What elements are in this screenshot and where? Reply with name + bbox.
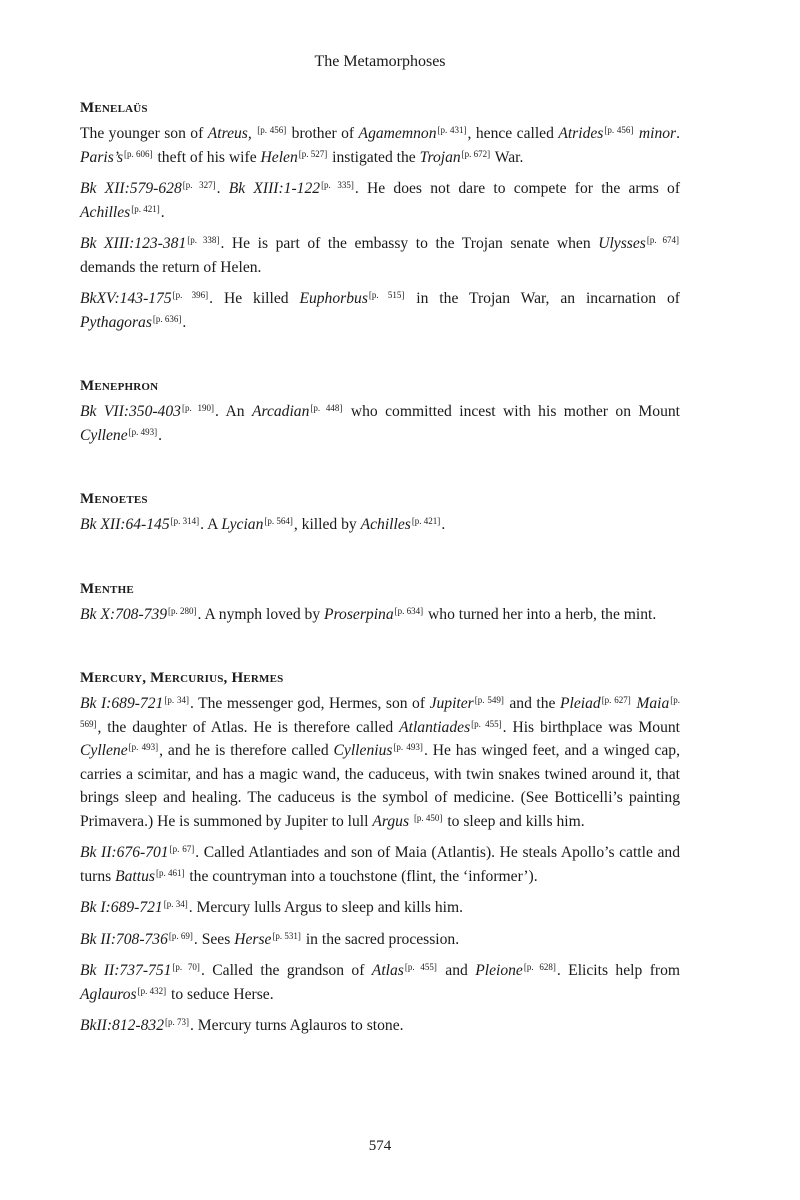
text-run: . (441, 516, 446, 533)
text-run: demands the return of Helen. (80, 258, 262, 276)
entry-heading: Menoetes (80, 491, 148, 507)
text-run: War. (491, 148, 524, 166)
entry-paragraph (80, 177, 680, 224)
text-run: . (160, 203, 165, 221)
text-run: the countryman into a touchstone (flint, the ‘informer’). (185, 867, 538, 885)
text-run: in the Trojan War, an incarnation of (405, 290, 680, 307)
page-reference-link[interactable]: [p. 627] (601, 695, 631, 705)
text-run (409, 813, 413, 830)
entry-paragraph (80, 232, 680, 279)
text-run: . (182, 313, 187, 331)
text-run: . Elicits help from (556, 962, 681, 979)
running-head: The Metamorphoses (314, 53, 446, 70)
italic-term: Achilles (80, 203, 131, 221)
page-reference-link[interactable]: [p. 338] (187, 235, 220, 245)
text-run: who committed incest with his mother on Mount (343, 403, 681, 420)
text-run: . His birthplace was Mount (502, 718, 680, 736)
page-reference-link[interactable]: [p. 456] (257, 125, 287, 135)
text-run: . (158, 426, 163, 444)
italic-term: Bk XIII:123-381 (80, 235, 187, 252)
page-reference-link[interactable]: [p. 70] (172, 962, 200, 972)
entry-paragraph (80, 692, 680, 833)
entry-paragraph (80, 287, 680, 334)
page-reference-link[interactable]: [p. 190] (181, 403, 214, 413)
italic-term: Aglauros (80, 985, 137, 1003)
text-run: who turned her into a herb, the mint. (424, 605, 657, 623)
entry-heading: Mercury, Mercurius, Hermes (80, 670, 284, 686)
entry-spacer (80, 455, 680, 489)
page-reference-link[interactable]: [p. 450] (413, 812, 443, 823)
entries-list (80, 98, 680, 1046)
entry-heading: Menelaüs (80, 100, 148, 116)
entry-paragraph (80, 122, 680, 169)
italic-term: Agamemnon (358, 125, 437, 142)
italic-term: Herse (234, 930, 272, 948)
italic-term: Atlas (371, 962, 404, 979)
text-run: to sleep and kills him. (443, 812, 585, 830)
italic-term: Lycian (221, 516, 264, 533)
text-run: . He has winged feet, and a winged cap, carries a scimitar, and has a magic wand, the caduceus, with twin snakes twined around it, that brings sleep and healing. The caduceus is the symbol of medicine. (See Botticelli’s painting Primavera.) He is summoned by Jupiter to lull (80, 742, 681, 830)
entry-spacer (80, 342, 680, 376)
text-run: . Mercury lulls Argus to sleep and kills him. (188, 899, 464, 916)
italic-term: Achilles (360, 516, 411, 533)
page-reference-link[interactable]: [p. 314] (170, 516, 200, 526)
page-reference-link[interactable]: [p. 461] (155, 867, 185, 878)
italic-term: Cyllene (80, 742, 128, 759)
italic-term: Bk XIII:1-122 (228, 180, 321, 197)
text-run (252, 125, 256, 142)
entry-menelaus (80, 98, 680, 334)
italic-term: BkII:812-832 (80, 1017, 164, 1034)
entry-paragraph (80, 400, 680, 447)
italic-term: Bk II:676-701 (80, 844, 169, 861)
italic-term: Battus (115, 867, 155, 885)
italic-term: Atrides (558, 125, 604, 142)
entry-paragraph (80, 841, 680, 888)
text-run: . (216, 180, 229, 197)
italic-term: Paris’s (80, 148, 124, 166)
text-run: . Sees (193, 930, 235, 948)
entry-heading: Menephron (80, 378, 159, 394)
page-reference-link[interactable]: [p. 493] (393, 742, 423, 752)
italic-term: Proserpina (324, 605, 394, 623)
page-reference-link[interactable]: [p. 280] (168, 605, 197, 616)
page-reference-link[interactable]: [p. 527] (298, 148, 328, 159)
page-reference-link[interactable]: [p. 515] (368, 290, 405, 300)
italic-term: Bk I:689-721 (80, 899, 163, 916)
page-reference-link[interactable]: [p. 448] (310, 403, 343, 413)
page-reference-link[interactable]: [p. 455] (471, 718, 502, 729)
italic-term: Argus (372, 812, 410, 830)
text-run: , killed by (293, 516, 361, 533)
page-reference-link[interactable]: [p. 606] (124, 148, 153, 159)
page-reference-link[interactable]: [p. 396] (172, 290, 209, 300)
italic-term: Cyllenius (333, 742, 393, 759)
page-reference-link[interactable]: [p. 421] (411, 516, 441, 526)
entry-paragraph (80, 959, 680, 1006)
page-reference-link[interactable]: [p. 67] (169, 844, 195, 854)
page-reference-link[interactable]: [p. 549] (474, 695, 504, 705)
text-run: . A nymph loved by (197, 605, 325, 623)
text-run: in the sacred procession. (301, 930, 460, 948)
entry-menephron (80, 376, 680, 447)
page-reference-link[interactable]: [p. 69] (168, 930, 193, 941)
text-run: . Called the grandson of (200, 962, 372, 979)
page-reference-link[interactable]: [p. 456] (604, 125, 634, 135)
italic-term: Jupiter (429, 695, 474, 712)
italic-term: Cyllene (80, 426, 128, 444)
italic-term: Bk XII:64-145 (80, 516, 170, 533)
text-run: . The messenger god, Hermes, son of (189, 695, 430, 712)
entry-menthe (80, 579, 680, 627)
text-run: and the (504, 695, 560, 712)
text-run: . An (214, 403, 252, 420)
italic-term: BkXV:143-175 (80, 290, 172, 307)
italic-term: Helen (260, 148, 298, 166)
text-run: . He is part of the embassy to the Trojan senate when (220, 235, 599, 252)
text-run: . He killed (209, 290, 300, 307)
italic-term: Arcadian (251, 403, 310, 420)
entry-spacer (80, 545, 680, 579)
italic-term: Atlantiades (399, 718, 471, 736)
page-reference-link[interactable]: [p. 628] (523, 962, 556, 972)
text-run: . Called Atlantiades and son of Maia (Atlantis). He steals Apollo’s cattle and turns (80, 844, 680, 885)
page-reference-link[interactable]: [p. 421] (131, 203, 160, 214)
text-run: and (437, 962, 476, 979)
page-reference-link[interactable]: [p. 34] (164, 695, 189, 705)
entry-paragraph (80, 513, 680, 537)
text-run: . Mercury turns Aglauros to stone. (190, 1017, 404, 1034)
italic-term: Maia (636, 695, 670, 712)
text-run: brother of (287, 125, 359, 142)
italic-term: Bk XII:579-628 (80, 180, 182, 197)
italic-term: Bk X:708-739 (80, 605, 168, 623)
page-reference-link[interactable]: [p. 672] (461, 148, 491, 159)
text-run: instigated the (328, 148, 420, 166)
page-reference-link[interactable]: [p. 335] (321, 180, 354, 190)
page-reference-link[interactable]: [p. 493] (128, 742, 159, 752)
text-run: . A (200, 516, 222, 533)
page-reference-link[interactable]: [p. 531] (272, 930, 301, 941)
page-reference-link[interactable]: [p. 327] (182, 180, 216, 190)
page-reference-link[interactable]: [p. 634] (394, 605, 424, 616)
italic-term: Euphorbus (299, 290, 368, 307)
text-run: , hence called (467, 125, 559, 142)
entry-spacer (80, 634, 680, 668)
italic-term: Bk VII:350-403 (80, 403, 181, 420)
text-run: The younger son of (80, 125, 208, 142)
italic-term: Pleiad (559, 695, 601, 712)
page-reference-link[interactable]: [p. 493] (128, 426, 158, 437)
entry-mercury (80, 668, 680, 1038)
entry-paragraph (80, 896, 680, 920)
text-run: , the daughter of Atlas. He is therefore called (97, 718, 400, 736)
entry-menoetes (80, 489, 680, 537)
entry-paragraph (80, 1014, 680, 1038)
text-run: theft of his wife (153, 148, 261, 166)
italic-term: Atreus, (207, 125, 252, 142)
italic-term: Bk II:708-736 (80, 930, 168, 948)
page-reference-link[interactable]: [p. 431] (437, 125, 467, 135)
page-number: 574 (368, 1138, 392, 1154)
page-reference-link[interactable]: [p. 73] (165, 1017, 189, 1027)
italic-term: Bk II:737-751 (80, 962, 172, 979)
entry-heading: Menthe (80, 580, 134, 597)
italic-term: Trojan (419, 148, 461, 166)
italic-term: Pleione (475, 962, 523, 979)
page-reference-link[interactable]: [p. 636] (152, 313, 182, 324)
italic-term: Pythagoras (80, 313, 152, 331)
text-run: . (676, 125, 681, 142)
entry-paragraph (80, 928, 680, 952)
page-reference-link[interactable]: [p. 34] (163, 899, 188, 909)
text-run: . He does not dare to compete for the arms of (354, 180, 681, 197)
page-reference-link[interactable]: [p. 455] (404, 962, 437, 972)
page-reference-link[interactable]: [p. 432] (137, 985, 167, 996)
page-reference-link[interactable]: [p. 564] (264, 516, 293, 526)
text-run: , and he is therefore called (159, 742, 334, 759)
page-reference-link[interactable]: [p. 674] (646, 235, 680, 245)
text-run: to seduce Herse. (167, 985, 274, 1003)
page-reference-link[interactable]: [p. 569] (80, 695, 680, 729)
italic-term: Ulysses (598, 235, 646, 252)
entry-paragraph (80, 603, 680, 627)
italic-term: minor (638, 125, 677, 142)
italic-term: Bk I:689-721 (80, 695, 164, 712)
